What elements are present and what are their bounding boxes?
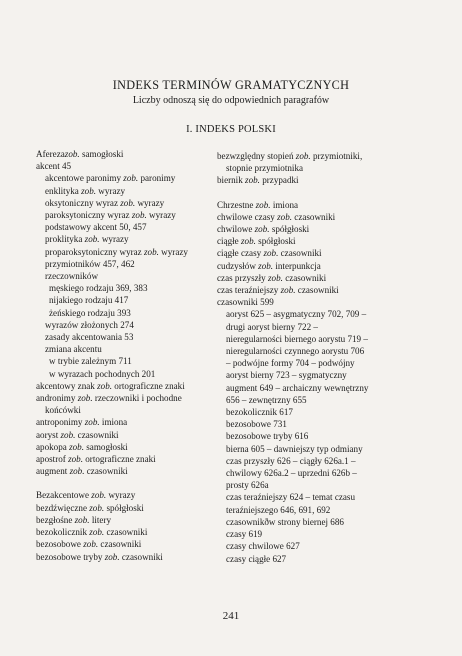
index-entry <box>217 382 427 394</box>
index-entry <box>217 443 427 455</box>
index-entry <box>36 258 222 270</box>
entry-term: męskiego rodzaju 369, 383 <box>49 283 148 294</box>
entry-spacer <box>36 477 222 489</box>
index-entry <box>36 148 222 160</box>
index-entry <box>217 247 427 259</box>
entry-see-ref: zob. <box>84 234 100 245</box>
index-entry <box>36 502 222 514</box>
index-entry <box>217 284 427 296</box>
index-entry <box>36 307 222 319</box>
index-entry <box>217 308 427 320</box>
entry-term: proparoksytoniczny wyraz <box>45 246 144 257</box>
entry-term: nijakiego rodzaju 417 <box>49 295 129 306</box>
entry-see-ref: zob. <box>60 429 76 440</box>
index-entry <box>217 467 427 479</box>
entry-term: rzeczowników <box>45 271 99 282</box>
index-entry <box>36 233 222 245</box>
section-heading: I. INDEKS POLSKI <box>186 124 276 135</box>
entry-see-ref: zob. <box>68 454 83 465</box>
index-entry <box>36 331 222 343</box>
index-entry <box>217 418 427 430</box>
entry-term: andronimy <box>36 393 78 404</box>
entry-see-ref: zob. <box>69 441 84 452</box>
entry-term: bezwzględny stopień <box>217 151 296 161</box>
entry-term: bezgłośne <box>36 514 75 525</box>
entry-see-ref: zob. <box>89 502 105 513</box>
entry-term: bezosobowe 731 <box>226 419 287 430</box>
entry-see-ref: zob. <box>104 551 120 562</box>
entry-term: enklityka <box>45 185 82 196</box>
index-entry <box>217 357 427 369</box>
entry-term: czasowniki 599 <box>217 297 274 308</box>
entry-term: augment <box>36 466 70 477</box>
entry-target: wyrazy <box>146 210 176 221</box>
entry-see-ref: zob. <box>84 417 100 428</box>
entry-term: ciągłe <box>217 236 241 247</box>
index-entry <box>36 526 222 538</box>
index-entry <box>36 380 222 392</box>
index-entry <box>217 479 427 491</box>
index-entry <box>217 162 427 174</box>
entry-target: paronimy <box>138 173 176 184</box>
entry-term: w wyrazach pochodnych 201 <box>49 368 156 379</box>
entry-target: wyrazy <box>99 234 129 245</box>
entry-term: czas przyszły <box>217 272 269 283</box>
index-entry <box>36 355 222 367</box>
entry-term: chwilowy 626a.2 – uprzedni 626b – <box>226 468 357 479</box>
index-entry <box>36 282 222 294</box>
index-entry <box>36 453 222 465</box>
index-entry <box>36 538 222 550</box>
entry-see-ref: zob. <box>64 149 80 159</box>
index-entry <box>217 272 427 284</box>
entry-term: żeńskiego rodzaju 393 <box>49 307 131 318</box>
entry-term: bezosobowe tryby 616 <box>226 431 309 442</box>
entry-term: Chrzestne <box>217 199 256 210</box>
entry-term: czas przyszły 626 – ciągły 626a.1 – <box>226 455 356 466</box>
entry-see-ref: zob. <box>69 466 85 477</box>
entry-term: antroponimy <box>36 417 85 428</box>
entry-see-ref: zob. <box>144 246 159 257</box>
index-entry <box>217 174 427 186</box>
entry-term: przymiotników 457, 462 <box>45 258 135 269</box>
entry-term: nieregularności czynnego aorystu 706 <box>226 346 365 357</box>
entry-term: bierna 605 – dawniejszy typ odmiany <box>226 443 363 454</box>
entry-see-ref: zob. <box>81 185 97 196</box>
entry-see-ref: zob. <box>240 236 256 247</box>
entry-target: spółgłoski <box>104 502 144 513</box>
entry-target: interpunkcja <box>273 260 321 271</box>
entry-term: augment 649 – archaiczny wewnętrzny <box>226 382 369 393</box>
entry-term: zasady akcentowania 53 <box>45 332 134 343</box>
entry-term: biernik <box>217 175 246 186</box>
index-entry <box>217 394 427 406</box>
entry-term: czas teraźniejszy 624 – temat czasu <box>226 492 356 503</box>
entry-see-ref: zob. <box>280 285 296 296</box>
entry-term: drugi aoryst bierny 722 – <box>226 321 318 332</box>
index-entry <box>36 221 222 233</box>
index-title: INDEKS TERMINÓW GRAMATYCZNYCH <box>112 78 350 92</box>
index-entry <box>217 406 427 418</box>
index-entry <box>36 270 222 282</box>
index-entry <box>36 392 222 404</box>
entry-see-ref: zob. <box>120 197 136 208</box>
index-entry <box>36 185 222 197</box>
entry-see-ref: zob. <box>74 514 90 525</box>
index-entry <box>36 404 222 416</box>
entry-target: czasowniki <box>282 272 327 283</box>
index-entry <box>217 235 427 247</box>
index-entry <box>36 294 222 306</box>
entry-term: bezosobowe tryby <box>36 551 105 562</box>
index-entry <box>36 465 222 477</box>
entry-term: – podwójne formy 704 – podwójny <box>226 358 355 369</box>
index-entry <box>36 416 222 428</box>
index-entry <box>217 491 427 503</box>
entry-term: aoryst <box>36 429 61 440</box>
entry-term: czasy chwilowe 627 <box>226 541 300 552</box>
entry-term: czas teraźniejszy <box>217 285 281 296</box>
entry-see-ref: zob. <box>123 173 139 184</box>
index-entry <box>36 209 222 221</box>
entry-term: bezokolicznik 617 <box>226 407 293 418</box>
index-entry <box>217 321 427 333</box>
entry-target: samogłoski <box>79 149 124 159</box>
entry-target: czasowniki <box>104 527 148 538</box>
index-entry <box>36 343 222 355</box>
index-entry <box>217 296 427 308</box>
index-entry <box>217 455 427 467</box>
entry-term: 656 – zewnętrzny 655 <box>226 394 307 405</box>
index-entry <box>217 516 427 528</box>
entry-see-ref: zob. <box>83 539 99 550</box>
entry-term: czasownikðw strony biernej 686 <box>226 516 344 527</box>
entry-see-ref: zob. <box>131 210 147 221</box>
entry-target: litery <box>89 514 112 525</box>
index-entry <box>36 160 222 172</box>
index-entry <box>217 504 427 516</box>
entry-see-ref: zob. <box>89 527 105 538</box>
entry-term: w trybie zależnym 711 <box>49 356 132 367</box>
index-entry <box>36 197 222 209</box>
entry-target: czasowniki <box>278 248 322 259</box>
entry-target: imiona <box>270 199 299 210</box>
index-entry <box>217 369 427 381</box>
index-entry <box>217 199 427 211</box>
index-column-left <box>36 148 222 563</box>
entry-spacer <box>217 187 427 199</box>
entry-target: czasowniki <box>98 539 142 550</box>
entry-term: czasy 619 <box>226 529 263 540</box>
entry-target: spółgłoski <box>269 224 310 235</box>
entry-term: chwilowe czasy <box>217 211 278 222</box>
entry-term: prosty 626a <box>226 480 269 491</box>
entry-term: aoryst 625 – asygmatyczny 702, 709 – <box>226 309 367 320</box>
index-entry <box>36 551 222 563</box>
index-entry <box>36 368 222 380</box>
entry-target: czasowniki <box>75 429 119 440</box>
entry-target: wyrazy <box>158 246 188 257</box>
entry-see-ref: zob. <box>91 490 107 501</box>
entry-term: zmiana akcentu <box>45 344 102 355</box>
entry-target: czasowniki <box>119 551 163 562</box>
entry-target: czasowniki <box>84 466 128 477</box>
entry-see-ref: zob. <box>277 211 293 222</box>
entry-term: bezdźwięczne <box>36 502 90 513</box>
entry-see-ref: zob. <box>97 380 113 391</box>
entry-target: ortograficzne znaki <box>82 454 156 465</box>
entry-term: teraźniejszego 646, 691, 692 <box>226 504 331 515</box>
index-entry <box>36 172 222 184</box>
entry-term: akcentowy znak <box>36 380 98 391</box>
entry-term: chwilowe <box>217 224 255 235</box>
index-entry <box>36 489 222 501</box>
entry-term: nieregularności biernego aorystu 719 – <box>226 333 368 344</box>
entry-term: wyrazów złożonych 274 <box>45 319 134 330</box>
index-entry <box>217 223 427 235</box>
entry-see-ref: zob. <box>295 151 311 161</box>
index-entry <box>36 319 222 331</box>
entry-see-ref: zob. <box>268 272 283 283</box>
index-subtitle: Liczby odnoszą się do odpowiednich paragrafów <box>132 95 330 106</box>
index-entry <box>36 246 222 258</box>
index-entry <box>217 540 427 552</box>
entry-term: apokopa <box>36 441 70 452</box>
entry-term: bezosobowe <box>36 539 84 550</box>
entry-target: samogłoski <box>84 441 128 452</box>
entry-target: przymiotniki, <box>310 151 363 161</box>
entry-term: akcentowe paronimy <box>45 173 124 184</box>
entry-term: końcówki <box>45 405 81 416</box>
entry-term: ciągłe czasy <box>217 248 264 259</box>
entry-term: oksytoniczny wyraz <box>45 197 121 208</box>
entry-see-ref: zob. <box>263 248 279 259</box>
index-entry <box>217 211 427 223</box>
index-entry <box>217 345 427 357</box>
page-number: 241 <box>222 610 240 622</box>
index-entry <box>217 260 427 272</box>
entry-term: aoryst bierny 723 – sygmatyczny <box>226 370 347 381</box>
entry-target: rzeczowniki i pochodne <box>92 393 182 404</box>
entry-see-ref: zob. <box>258 260 274 271</box>
entry-term: podstawowy akcent 50, 457 <box>45 222 147 233</box>
entry-term: paroksytoniczny wyraz <box>45 210 132 221</box>
entry-term: czasy ciągłe 627 <box>226 553 287 564</box>
entry-target: ortograficzne znaki <box>112 380 185 391</box>
entry-term: Afereza <box>36 149 65 159</box>
index-entry <box>217 430 427 442</box>
entry-target: wyrazy <box>106 490 136 501</box>
index-entry <box>217 528 427 540</box>
entry-target: przypadki <box>259 175 299 186</box>
entry-term: proklityka <box>45 234 85 245</box>
entry-see-ref: zob. <box>77 393 93 404</box>
entry-target: czasowniki <box>295 285 339 296</box>
entry-see-ref: zob. <box>254 224 270 235</box>
index-entry <box>217 333 427 345</box>
index-entry <box>36 441 222 453</box>
index-entry <box>217 150 427 162</box>
entry-term: Bezakcentowe <box>36 490 92 501</box>
entry-target: czasowniki <box>292 211 336 222</box>
entry-term: apostrof <box>36 454 69 465</box>
index-entry <box>217 553 427 565</box>
entry-term: stopnie przymiotnika <box>226 163 304 174</box>
entry-see-ref: zob. <box>255 199 271 210</box>
entry-target: wyrazy <box>135 197 165 208</box>
index-column-right <box>217 150 427 565</box>
entry-target: spółgłoski <box>255 236 296 247</box>
entry-term: akcent 45 <box>36 161 72 172</box>
entry-target: imiona <box>99 417 128 428</box>
entry-term: bezokolicznik <box>36 527 90 538</box>
entry-see-ref: zob. <box>245 175 260 186</box>
index-entry <box>36 514 222 526</box>
index-entry <box>36 429 222 441</box>
entry-term: cudzysłów <box>217 260 259 271</box>
entry-target: wyrazy <box>96 185 126 196</box>
